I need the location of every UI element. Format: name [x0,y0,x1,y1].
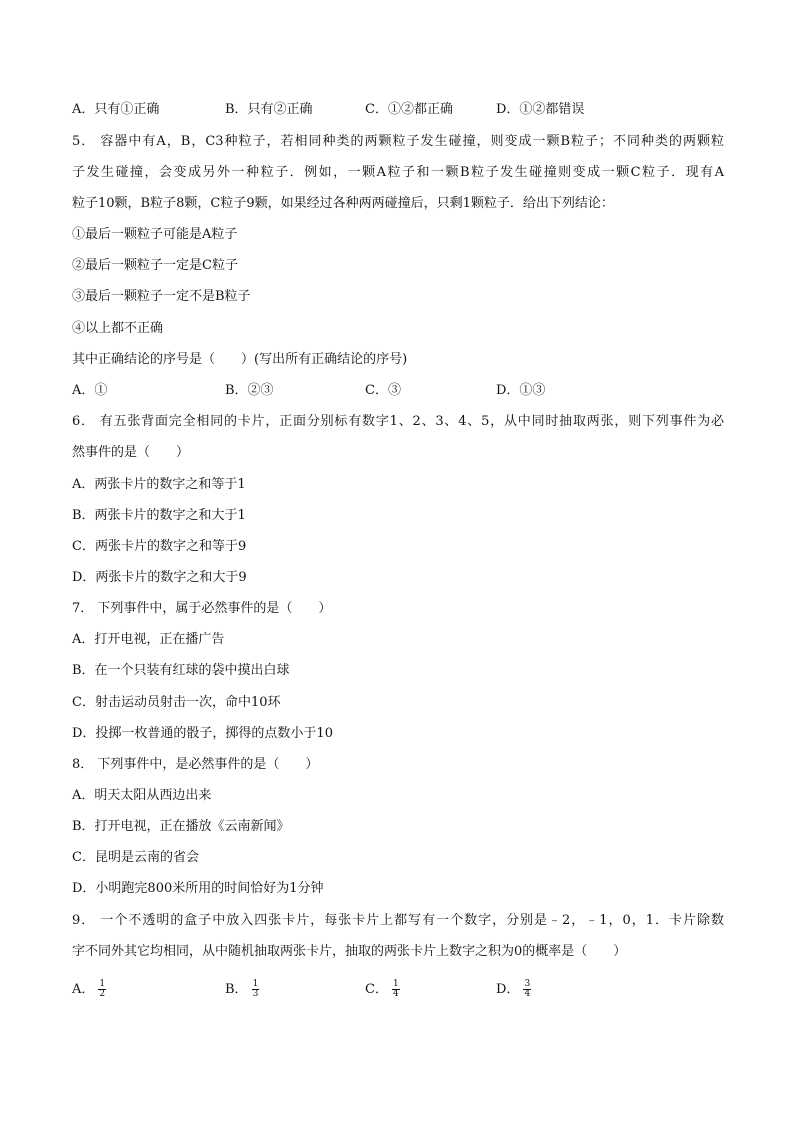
q5-option-c: C．③ [365,383,401,398]
q8-stem: 8． 下列事件中，是必然事件的是（ ） [72,757,319,772]
q8-option-b: B．打开电视，正在播放《云南新闻》 [72,819,290,834]
q8-option-a: A．明天太阳从西边出来 [72,788,212,803]
fraction-denominator: 2 [99,989,106,999]
q8-option-c: C．昆明是云南的省会 [72,850,199,865]
q9-options [72,980,732,1000]
q9-option-a [72,980,106,999]
q9-option-b [225,980,259,999]
fraction-numerator: 1 [392,979,399,989]
fraction-denominator: 4 [524,989,531,999]
q9-option-b-fraction [252,980,260,999]
q5-prompt: 其中正确结论的序号是（ ）(写出所有正确结论的序号) [72,352,408,367]
q5-statement-2: ②最后一颗粒子一定是C粒子 [72,258,238,273]
q5-stem-line-2: 子发生碰撞，会变成另外一种粒子．例如，一颗A粒子和一颗B粒子发生碰撞则变成一颗C粒子．现有A [72,165,724,180]
q4-option-d: D．①②都错误 [496,102,585,117]
q9-stem-line-1: 9． 一个不透明的盒子中放入四张卡片，每张卡片上都写有一个数字，分别是﹣2，﹣1，0，1．卡片除数 [72,913,724,928]
q9-option-c [365,980,400,999]
q8-option-d: D．小明跑完800米所用的时间恰好为1分钟 [72,881,324,896]
q4-option-b: B．只有②正确 [225,102,313,117]
q5-options [72,382,732,402]
q9-option-b-letter: B． [225,982,248,997]
q9-option-c-fraction [392,980,400,999]
q9-option-a-letter: A． [72,982,95,997]
q6-option-c: C．两张卡片的数字之和等于9 [72,539,247,554]
q7-option-c: C．射击运动员射击一次，命中10环 [72,695,281,710]
q5-statement-3: ③最后一颗粒子一定不是B粒子 [72,289,251,304]
q7-option-d: D．投掷一枚普通的骰子，掷得的点数小于10 [72,726,333,741]
q5-stem-line-1: 5． 容器中有A，B，C3种粒子，若相同种类的两颗粒子发生碰撞，则变成一颗B粒子；不同种类的两颗粒 [72,134,724,149]
fraction-numerator: 1 [99,979,106,989]
fraction-numerator: 3 [524,979,531,989]
q5-statement-4: ④以上都不正确 [72,321,164,336]
q9-option-d-fraction [523,980,531,999]
q4-option-c: C．①②都正确 [365,102,453,117]
q6-option-a: A．两张卡片的数字之和等于1 [72,477,246,492]
q6-stem-line-1: 6． 有五张背面完全相同的卡片，正面分别标有数字1、2、3、4、5，从中同时抽取两张，则下列事件为必 [72,414,724,429]
q5-statement-1: ①最后一颗粒子可能是A粒子 [72,227,238,242]
fraction-denominator: 3 [252,989,259,999]
q5-option-a: A．① [72,383,108,398]
q7-option-b: B．在一个只装有红球的袋中摸出白球 [72,663,290,678]
q9-option-d-letter: D． [496,982,520,997]
q6-option-b: B．两张卡片的数字之和大于1 [72,508,246,523]
q9-option-c-letter: C． [365,982,388,997]
fraction-denominator: 4 [392,989,399,999]
q9-stem-line-2: 字不同外其它均相同，从中随机抽取两张卡片，抽取的两张卡片上数字之积为0的概率是（ ） [72,944,627,959]
q9-option-d [496,980,531,999]
q6-stem-line-2: 然事件的是（ ） [72,445,190,460]
q9-option-a-fraction [98,980,106,999]
q5-option-d: D．①③ [496,383,546,398]
fraction-numerator: 1 [252,979,259,989]
q7-stem: 7． 下列事件中，属于必然事件的是（ ） [72,601,332,616]
q5-stem-line-3: 粒子10颗，B粒子8颗，C粒子9颗，如果经过各种两两碰撞后，只剩1颗粒子．给出下列结论： [72,196,614,211]
q5-option-b: B．②③ [225,383,274,398]
q4-options [72,101,732,121]
q7-option-a: A．打开电视，正在播广告 [72,632,225,647]
q6-option-d: D．两张卡片的数字之和大于9 [72,570,247,585]
q4-option-a: A．只有①正确 [72,102,160,117]
